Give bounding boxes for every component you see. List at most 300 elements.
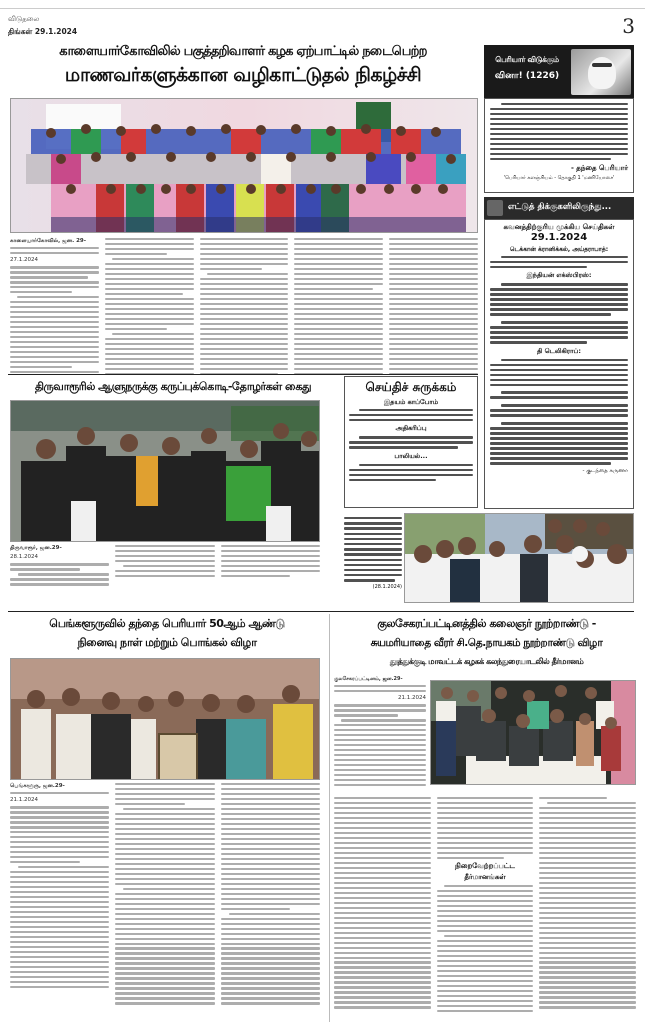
body-text-line <box>294 253 383 255</box>
body-text-line <box>437 837 534 839</box>
story2-caption-lead: திருவாரூர், ஜன.29- <box>10 545 62 551</box>
body-text-line <box>437 915 534 917</box>
body-text-line <box>105 268 194 270</box>
body-text-line <box>437 1000 534 1002</box>
body-text-line <box>10 306 99 308</box>
body-text-line <box>334 892 431 894</box>
section-divider <box>8 611 634 612</box>
body-text-line <box>10 956 109 958</box>
body-text-line <box>389 283 478 285</box>
body-text-line <box>221 873 320 875</box>
story4-lead-column <box>334 676 426 796</box>
ettu-thikku-banner-text: எட்டுத் திக்குகளிலிருந்து... <box>508 202 612 212</box>
body-text-line <box>501 404 628 406</box>
body-text-line <box>334 704 426 706</box>
ettu-section-heading: இந்தியன் எக்ஸ்பிரஸ்: <box>526 271 592 280</box>
story4-subhead: தூத்துக்குடி மாவட்டக் கழகக் கலந்துரையாடலில் தீர்மானம் <box>389 657 584 666</box>
body-text-line <box>10 301 99 303</box>
body-text-line <box>294 353 383 355</box>
body-text-line <box>221 967 320 969</box>
body-text-line <box>334 952 431 954</box>
story1-caption-lead: காளையார்கோவில், ஜன. 29- <box>10 238 87 244</box>
body-text-line <box>444 885 533 887</box>
body-text-line <box>437 905 534 907</box>
periyar-box-signature: - தந்தை பெரியார் <box>570 164 628 173</box>
body-text-line <box>200 348 289 350</box>
body-text-line <box>221 858 320 860</box>
body-text-line <box>490 409 628 411</box>
body-text-line <box>539 842 636 844</box>
body-text-line <box>221 952 320 954</box>
body-text-line <box>539 957 636 959</box>
body-text-line <box>10 951 109 953</box>
body-text-line <box>490 326 628 328</box>
periyar-box-title-line1: பெரியார் விடுக்கும் <box>495 55 559 64</box>
body-text-line <box>10 331 99 333</box>
body-text-line <box>115 928 214 930</box>
body-text-line <box>10 281 99 283</box>
body-text-line <box>437 822 534 824</box>
body-text-line <box>115 575 214 577</box>
body-text-line <box>10 321 99 323</box>
body-text-line <box>334 942 431 944</box>
body-text-line <box>437 890 534 892</box>
resolutions-heading: நிறைவேற்றப்பட்ட <box>455 861 515 870</box>
body-text-line <box>437 910 534 912</box>
body-text-line <box>490 308 628 310</box>
body-text-line <box>10 568 80 570</box>
body-text-line <box>115 555 214 557</box>
body-text-line <box>389 238 478 240</box>
text-column <box>490 103 628 160</box>
text-column <box>105 238 194 375</box>
body-text-line <box>10 836 109 838</box>
body-text-line <box>10 821 109 823</box>
body-text-line <box>334 887 431 889</box>
body-text-line <box>221 947 320 949</box>
body-text-line <box>200 283 289 285</box>
body-text-line <box>115 873 214 875</box>
body-text-line <box>200 238 289 240</box>
body-text-line <box>349 419 473 421</box>
body-text-line <box>437 965 534 967</box>
body-text-line <box>349 441 473 443</box>
body-text-line <box>10 876 109 878</box>
ettu-signature: - குடந்தை கருணா <box>582 467 628 474</box>
story3-lead <box>10 783 109 790</box>
body-text-line <box>539 872 636 874</box>
body-text-line <box>294 243 383 245</box>
body-text-line <box>10 811 109 813</box>
body-text-line <box>221 883 320 885</box>
body-text-line <box>221 903 320 905</box>
body-text-line <box>490 442 628 444</box>
body-text-line <box>334 912 431 914</box>
body-text-line <box>221 550 320 552</box>
body-text-line <box>294 323 383 325</box>
text-column <box>490 256 628 268</box>
text-column <box>349 464 473 481</box>
body-text-line <box>294 298 383 300</box>
body-text-line <box>539 812 636 814</box>
text-column <box>539 797 636 1012</box>
body-text-line <box>501 359 628 361</box>
body-text-line <box>200 253 289 255</box>
body-text-line <box>115 903 214 905</box>
body-text-line <box>229 913 320 915</box>
column-divider <box>329 614 330 1022</box>
body-text-line <box>10 336 99 338</box>
body-text-line <box>115 883 214 885</box>
body-text-line <box>10 356 99 358</box>
body-text-line <box>334 932 431 934</box>
body-text-line <box>437 847 534 849</box>
body-text-line <box>349 469 473 471</box>
body-text-line <box>334 996 431 998</box>
body-text-line <box>221 838 320 840</box>
body-text-line <box>115 943 214 945</box>
body-text-line <box>115 863 214 865</box>
body-text-line <box>344 522 402 524</box>
story4-meeting-photo <box>430 680 636 785</box>
body-text-line <box>10 846 109 848</box>
body-text-line <box>539 837 636 839</box>
body-text-line <box>334 867 431 869</box>
body-text-line <box>200 368 289 370</box>
body-text-line <box>389 338 478 340</box>
story1-group-photo <box>10 98 478 233</box>
body-text-line <box>294 268 383 270</box>
body-text-line <box>444 935 533 937</box>
periyar-box-title-line2: வினா! (1226) <box>494 71 560 81</box>
story4-lead <box>334 676 426 683</box>
body-text-line <box>334 882 431 884</box>
body-text-line <box>334 862 431 864</box>
body-text-line <box>437 842 534 844</box>
body-text-line <box>334 857 431 859</box>
body-text-line <box>334 961 431 963</box>
body-text-line <box>221 818 320 820</box>
story2-body-date: 28.1.2024 <box>10 554 38 561</box>
body-text-line <box>221 783 320 785</box>
body-text-line <box>334 764 426 766</box>
body-text-line <box>437 807 534 809</box>
body-text-line <box>200 323 289 325</box>
body-text-line <box>10 563 109 565</box>
body-text-line <box>349 479 436 481</box>
body-text-line <box>294 288 372 290</box>
body-text-line <box>490 414 628 416</box>
body-text-line <box>539 847 636 849</box>
body-text-line <box>200 363 289 365</box>
body-text-line <box>539 832 636 834</box>
body-text-line <box>490 374 628 376</box>
body-text-line <box>539 817 636 819</box>
body-text-line <box>490 113 628 115</box>
body-text-line <box>334 976 431 978</box>
body-text-line <box>344 548 402 550</box>
body-text-line <box>105 303 194 305</box>
body-text-line <box>221 823 320 825</box>
body-text-line <box>490 313 611 315</box>
body-text-line <box>10 271 99 273</box>
body-text-line <box>221 938 320 940</box>
seithi-box-title: செய்திச் சுருக்கம் <box>365 380 457 394</box>
body-text-line <box>10 291 72 293</box>
body-text-line <box>221 997 320 999</box>
story2-headline: திருவாரூரில் ஆளுநருக்கு கருப்புக்கொடி-தோழர்கள் கைது <box>34 380 311 393</box>
text-column <box>10 545 109 586</box>
body-text-line <box>389 368 478 370</box>
story1-lead <box>10 238 99 245</box>
body-text-line <box>389 353 478 355</box>
body-text-line <box>10 856 109 858</box>
body-text-line <box>334 724 426 726</box>
body-text-line <box>10 578 109 580</box>
body-text-line <box>112 333 194 335</box>
body-text-line <box>359 436 473 438</box>
body-text-line <box>389 263 478 265</box>
story3-pongal-photo <box>10 658 320 780</box>
body-text-line <box>334 991 431 993</box>
text-column <box>334 676 426 786</box>
text-column <box>490 283 628 343</box>
body-text-line <box>294 363 383 365</box>
body-text-line <box>437 995 534 997</box>
body-text-line <box>389 348 478 350</box>
body-text-line <box>115 853 214 855</box>
body-text-line <box>490 298 628 300</box>
body-text-line <box>389 323 478 325</box>
body-text-line <box>200 298 289 300</box>
body-text-line <box>501 283 628 285</box>
body-text-line <box>221 798 320 800</box>
body-text-line <box>539 937 636 939</box>
body-text-line <box>200 293 289 295</box>
body-text-line <box>539 971 636 973</box>
body-text-line <box>344 559 402 561</box>
seithi-item-heading: அதிகரிப்பு <box>395 424 427 433</box>
body-text-line <box>539 862 636 864</box>
body-text-line <box>389 278 478 280</box>
body-text-line <box>334 902 431 904</box>
body-text-line <box>539 947 636 949</box>
body-text-line <box>221 843 320 845</box>
body-text-line <box>547 802 636 804</box>
body-text-line <box>437 930 534 932</box>
story4-body-date: 21.1.2024 <box>398 695 426 702</box>
ettu-section-heading: டெக்கான் க்ரானிக்கல், அய்தராபாத்: <box>509 246 609 253</box>
body-text-line <box>539 852 636 854</box>
body-text-line <box>389 253 478 255</box>
body-text-line <box>389 293 478 295</box>
body-text-line <box>200 278 289 280</box>
body-text-line <box>221 833 320 835</box>
body-text-line <box>539 827 636 829</box>
resolutions-heading: தீர்மானங்கள் <box>464 873 506 882</box>
body-text-line <box>389 358 478 360</box>
body-text-line <box>539 917 636 919</box>
body-text-line <box>207 273 289 275</box>
seithi-item-heading: பாலியல்... <box>394 451 428 460</box>
text-column <box>10 238 99 375</box>
body-text-line <box>490 396 628 398</box>
body-text-line <box>10 346 99 348</box>
body-text-line <box>437 1005 534 1007</box>
body-text-line <box>490 138 628 140</box>
photo-caption-text <box>344 515 402 605</box>
body-text-line <box>105 343 194 345</box>
body-text-line <box>115 957 214 959</box>
body-text-line <box>334 947 431 949</box>
body-text-line <box>221 972 320 974</box>
body-text-line <box>437 812 534 814</box>
body-text-line <box>10 311 99 313</box>
body-text-line <box>334 784 426 786</box>
ettu-thikku-logo-icon <box>487 200 503 216</box>
body-text-line <box>221 813 320 815</box>
body-text-line <box>10 826 109 828</box>
body-text-line <box>10 881 109 883</box>
body-text-line <box>10 316 99 318</box>
body-text-line <box>10 583 109 585</box>
text-column <box>10 783 109 1005</box>
body-text-line <box>105 248 194 250</box>
body-text-line <box>490 108 628 110</box>
body-text-line <box>10 851 109 853</box>
body-text-line <box>437 817 534 819</box>
body-text-line <box>437 940 534 942</box>
body-text-line <box>539 797 607 799</box>
story2-lead <box>10 545 109 552</box>
body-text-line <box>115 858 214 860</box>
body-text-line <box>437 797 534 799</box>
body-text-line <box>115 918 214 920</box>
body-text-line <box>221 788 320 790</box>
body-text-line <box>105 298 194 300</box>
body-text-line <box>334 759 426 761</box>
body-text-line <box>221 1002 320 1004</box>
body-text-line <box>490 293 628 295</box>
text-column <box>389 238 478 375</box>
body-text-line <box>437 970 534 972</box>
body-text-line <box>10 341 99 343</box>
body-text-line <box>539 902 636 904</box>
body-text-line <box>200 263 289 265</box>
body-text-line <box>349 446 458 448</box>
body-text-line <box>115 843 214 845</box>
body-text-line <box>539 976 636 978</box>
body-text-line <box>294 283 383 285</box>
body-text-line <box>105 283 194 285</box>
story1-body-date: 27.1.2024 <box>10 257 38 264</box>
body-text-line <box>437 925 534 927</box>
body-text-line <box>389 333 478 335</box>
text-column <box>334 797 431 1012</box>
body-text-line <box>490 369 628 371</box>
body-text-line <box>359 409 473 411</box>
body-text-line <box>334 754 426 756</box>
body-text-line <box>200 303 289 305</box>
body-text-line <box>221 808 320 810</box>
body-text-line <box>115 793 214 795</box>
body-text-line <box>334 812 431 814</box>
body-text-line <box>105 323 194 325</box>
seithi-surukkam-box <box>344 376 478 508</box>
body-text-line <box>334 1006 431 1008</box>
body-text-line <box>10 961 109 963</box>
body-text-line <box>490 462 611 464</box>
body-text-line <box>10 941 109 943</box>
body-text-line <box>437 990 534 992</box>
body-text-line <box>437 985 534 987</box>
body-text-line <box>221 992 320 994</box>
body-text-line <box>294 278 383 280</box>
body-text-line <box>115 828 214 830</box>
body-text-line <box>10 351 99 353</box>
body-text-line <box>334 897 431 899</box>
body-text-line <box>294 313 383 315</box>
body-text-line <box>539 1001 636 1003</box>
body-text-line <box>112 258 194 260</box>
body-text-line <box>221 868 320 870</box>
text-column <box>10 238 478 375</box>
body-text-line <box>10 252 99 254</box>
body-text-line <box>294 318 383 320</box>
body-text-line <box>334 714 398 716</box>
story3-headline-line1: பெங்களூருவில் தந்தை பெரியார் 50ஆம் ஆண்டு <box>49 617 285 630</box>
body-text-line <box>437 802 534 804</box>
paper-name: விடுதலை <box>8 15 40 23</box>
body-text-line <box>501 103 628 105</box>
body-text-line <box>221 977 320 979</box>
body-text-line <box>490 266 587 268</box>
body-text-line <box>437 920 534 922</box>
body-text-line <box>294 263 383 265</box>
body-text-line <box>539 912 636 914</box>
body-text-line <box>389 288 478 290</box>
body-text-line <box>200 353 289 355</box>
body-text-line <box>221 803 320 805</box>
body-text-line <box>105 243 194 245</box>
body-text-line <box>105 368 194 370</box>
body-text-line <box>334 690 426 692</box>
body-text-line <box>437 827 534 829</box>
body-text-line <box>349 414 473 416</box>
body-text-line <box>115 987 214 989</box>
body-text-line <box>490 118 628 120</box>
body-text-line <box>334 877 431 879</box>
body-text-line <box>115 783 214 785</box>
body-text-line <box>334 981 431 983</box>
body-text-line <box>294 328 383 330</box>
story4-caption-lead: குலசேகரப்பட்டினம், ஜன.29- <box>334 676 403 682</box>
body-text-line <box>334 807 431 809</box>
page-number: 3 <box>622 14 635 38</box>
body-text-line <box>10 986 109 988</box>
body-text-line <box>10 861 80 863</box>
story1-kicker: காளையார்கோவிலில் பகுத்தறிவாளர் கழக ஏற்பாட்டில் நடைபெற்ற <box>59 44 427 59</box>
body-text-line <box>221 933 320 935</box>
body-text-line <box>490 303 628 305</box>
ettu-thikku-body <box>484 219 634 509</box>
body-text-line <box>105 238 194 240</box>
body-text-line <box>115 992 214 994</box>
body-text-line <box>10 816 109 818</box>
body-text-line <box>115 813 214 815</box>
body-text-line <box>115 1002 214 1004</box>
body-text-line <box>334 872 431 874</box>
